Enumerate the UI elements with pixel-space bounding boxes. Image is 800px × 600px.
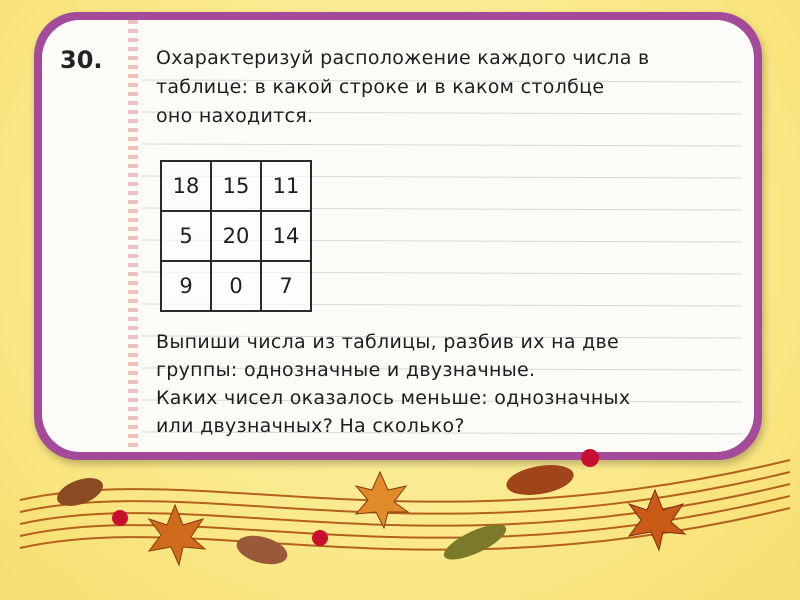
table-cell: 15 <box>211 161 261 211</box>
textbook-card <box>42 20 754 452</box>
table-cell: 18 <box>161 161 211 211</box>
instruction-line-4: или двузначных? На сколько? <box>156 415 465 437</box>
table-cell: 0 <box>211 261 261 311</box>
oak-leaf-icon <box>504 460 576 499</box>
oak-leaf-icon <box>234 531 291 570</box>
instruction-line-3: Каких чисел оказалось меньше: однозначных <box>156 387 631 409</box>
rowan-berry-icon <box>581 449 599 467</box>
question-line-2: таблице: в какой строке и в каком столбце <box>156 76 605 98</box>
table-cell: 5 <box>161 211 211 261</box>
table-row <box>161 261 311 311</box>
maple-leaf-icon <box>629 490 685 550</box>
table-cell: 9 <box>161 261 211 311</box>
rowan-berry-icon <box>112 510 128 526</box>
table-cell: 7 <box>261 261 311 311</box>
autumn-decoration <box>0 440 800 600</box>
task-number: 30. <box>60 46 103 74</box>
question-line-3: оно находится. <box>156 105 314 127</box>
instruction-line-2: группы: однозначные и двузначные. <box>156 359 536 381</box>
instruction-line-1: Выпиши числа из таблицы, разбив их на две <box>156 331 620 353</box>
question-line-1: Охарактеризуй расположение каждого числа в <box>156 47 650 69</box>
table-row <box>161 211 311 261</box>
task-question <box>156 44 742 131</box>
task-instruction <box>156 328 742 440</box>
rowan-berry-icon <box>312 530 328 546</box>
number-table <box>160 160 312 312</box>
table-cell: 20 <box>211 211 261 261</box>
table-row <box>161 161 311 211</box>
margin-line <box>128 20 138 452</box>
table-cell: 14 <box>261 211 311 261</box>
table-cell: 11 <box>261 161 311 211</box>
